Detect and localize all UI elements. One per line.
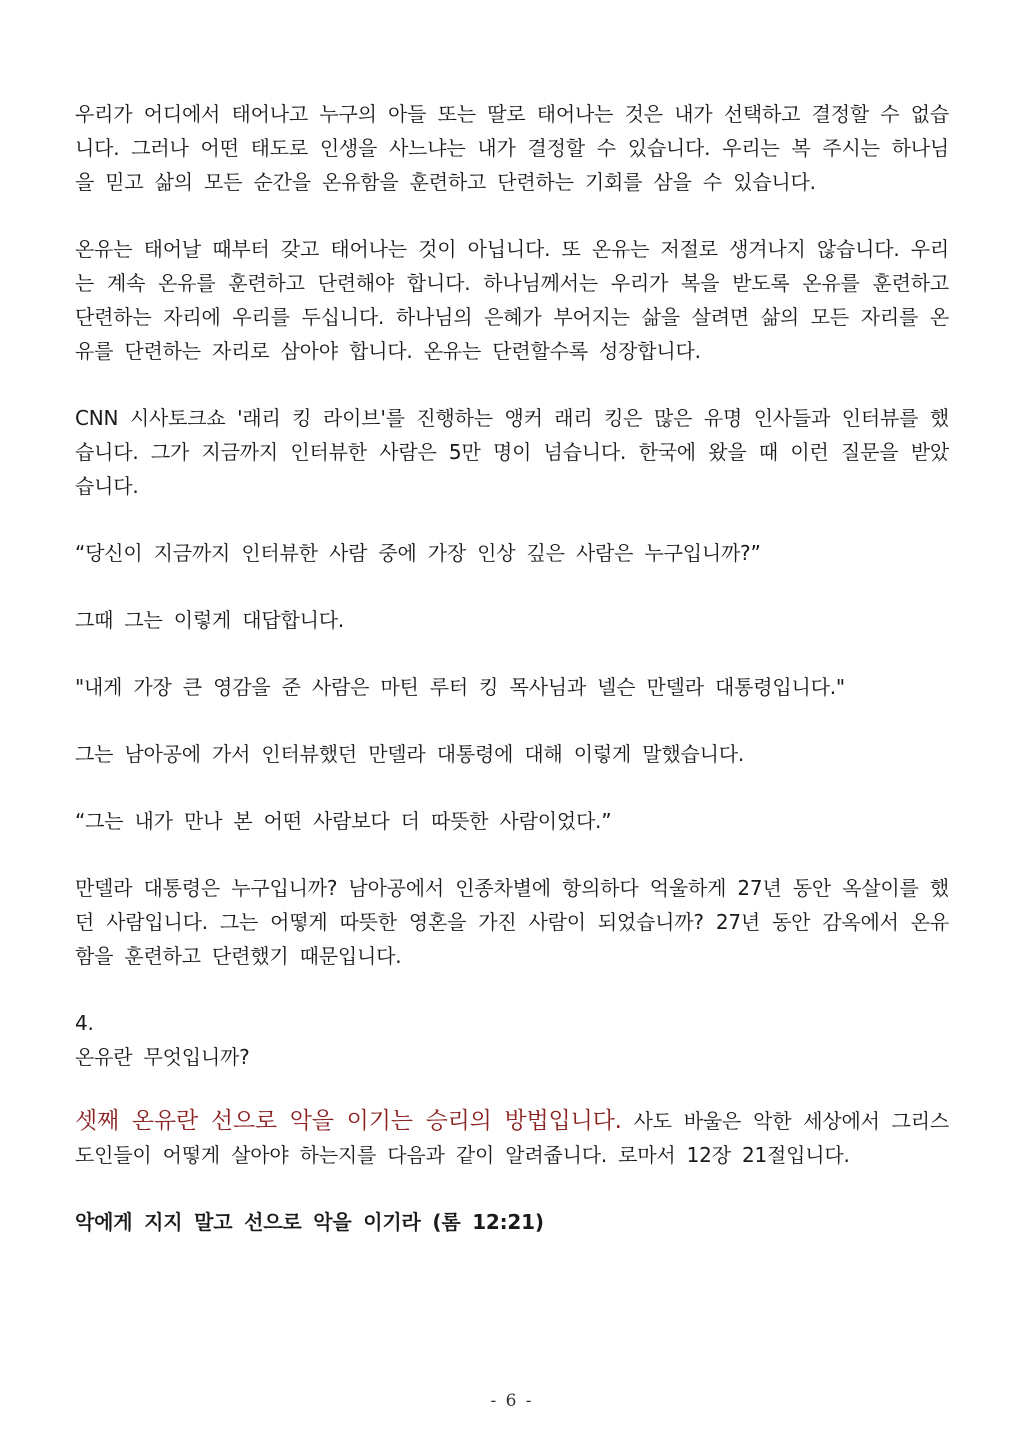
section-question: 온유란 무엇입니까? (75, 1045, 250, 1069)
paragraph-answer-quote: "내게 가장 큰 영감을 준 사람은 마틴 루터 킹 목사님과 넬슨 만델라 대통령입니다." (75, 675, 845, 699)
paragraph-mandela-story: 만델라 대통령은 누구입니까? 남아공에서 인종차별에 항의하다 억울하게 27년 동안 옥살이를 했던 사람입니다. 그는 어떻게 따뜻한 영혼을 가진 사람이 되었습니까? 27년 동안 감옥에서 온유함을 훈련하고 단련했기 때문입니다. (75, 876, 949, 968)
paragraph-question-quote: “당신이 지금까지 인터뷰한 사람 중에 가장 인상 깊은 사람은 누구입니까?” (75, 541, 761, 565)
emphasis-highlight: 셋째 온유란 선으로 악을 이기는 승리의 방법입니다. (75, 1108, 622, 1134)
paragraph-third-point (75, 1104, 949, 1172)
section-number: 4. (75, 1011, 94, 1035)
page-number: - 6 - (490, 1391, 534, 1411)
bible-verse: 악에게 지지 말고 선으로 악을 이기라 (롬 12:21) (75, 1210, 544, 1234)
paragraph-birth-choice: 우리가 어디에서 태어나고 누구의 아들 또는 딸로 태어나는 것은 내가 선택하고 결정할 수 없습니다. 그러나 어떤 태도로 인생을 사느냐는 내가 결정할 수 있습니다. 우리는 복 주시는 하나님을 믿고 삶의 모든 순간을 온유함을 훈련하고 단련하는 기회를 삼을 수 있습니다. (75, 102, 949, 194)
document-body (75, 97, 949, 1272)
paragraph-larry-king: CNN 시사토크쇼 '래리 킹 라이브'를 진행하는 앵커 래리 킹은 많은 유명 인사들과 인터뷰를 했습니다. 그가 지금까지 인터뷰한 사람은 5만 명이 넘습니다. 한국에 왔을 때 이런 질문을 받았습니다. (75, 406, 949, 498)
paragraph-meekness-training: 온유는 태어날 때부터 갖고 태어나는 것이 아닙니다. 또 온유는 저절로 생겨나지 않습니다. 우리는 계속 온유를 훈련하고 단련해야 합니다. 하나님께서는 우리가 복을 받도록 온유를 훈련하고 단련하는 자리에 우리를 두십니다. 하나님의 은혜가 부어지는 삶을 살려면 삶의 모든 자리를 온유를 단련하는 자리로 삼아야 합니다. 온유는 단련할수록 성장합니다. (75, 237, 949, 363)
paragraph-answer-intro: 그때 그는 이렇게 대답합니다. (75, 608, 345, 632)
section-heading (75, 1006, 949, 1074)
paragraph-mandela-intro: 그는 남아공에 가서 인터뷰했던 만델라 대통령에 대해 이렇게 말했습니다. (75, 742, 745, 766)
emphasis-rest: 사도 바울은 악한 세상에서 그리스도인들이 어떻게 살아야 하는지를 다음과 같이 알려줍니다. 로마서 12장 21절입니다. (75, 1109, 950, 1167)
paragraph-mandela-quote: “그는 내가 만나 본 어떤 사람보다 더 따뜻한 사람이었다.” (75, 809, 612, 833)
